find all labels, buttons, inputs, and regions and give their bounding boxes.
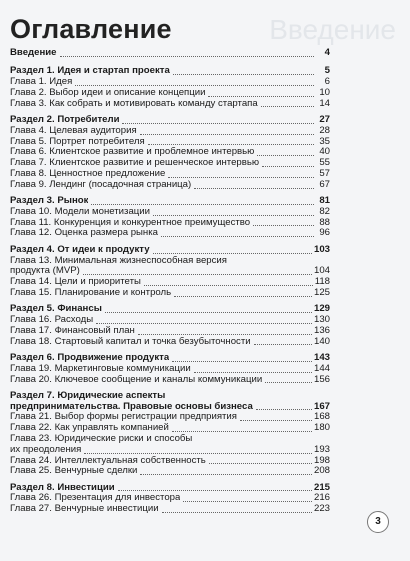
toc-section-row-label: Раздел 7. Юридические аспекты <box>10 390 166 401</box>
toc-chapter-row-page: 88 <box>319 216 330 228</box>
toc-chapter-row <box>10 88 330 99</box>
toc-chapter-row <box>10 456 330 467</box>
toc-chapter-row <box>10 337 330 348</box>
toc-chapter-row-label: Глава 20. Ключевое сообщение и каналы коммуникации <box>10 374 263 385</box>
toc-chapter-row-page: 82 <box>319 205 330 217</box>
toc-section-row-page: 215 <box>313 481 330 493</box>
toc-section-row-label: Раздел 1. Идея и стартап проекта <box>10 66 170 77</box>
dot-leader <box>105 312 312 313</box>
dot-leader <box>194 372 312 373</box>
toc-section-row <box>10 66 330 77</box>
toc-chapter-row-label: Глава 26. Презентация для инвестора <box>10 493 181 504</box>
dot-leader <box>162 512 312 513</box>
toc-chapter-row-label: Глава 4. Целевая аудитория <box>10 125 137 136</box>
toc-chapter-row <box>10 315 330 326</box>
toc-chapter-row <box>10 207 330 218</box>
toc-chapter-row <box>10 375 330 386</box>
toc-chapter-row-label: Глава 9. Лендинг (посадочная страница) <box>10 179 192 190</box>
page-number-badge: 3 <box>367 511 389 533</box>
toc-intro-label: Введение <box>10 48 57 58</box>
dot-leader <box>261 106 314 107</box>
toc-chapter-row-page: 118 <box>314 276 330 288</box>
dot-leader <box>118 490 312 491</box>
toc-chapter-row-label: Глава 8. Ценностное предложение <box>10 168 166 179</box>
toc-chapter-row-page: 136 <box>313 324 330 336</box>
toc-chapter-row-label: Глава 11. Конкуренция и конкурентное преимущество <box>10 217 251 228</box>
toc-chapter-row-page: 130 <box>313 314 330 326</box>
dot-leader <box>122 123 314 124</box>
toc-chapter-row-page: 156 <box>313 373 330 385</box>
toc-section-row <box>10 245 330 256</box>
toc-chapter-row-label: Глава 25. Венчурные сделки <box>10 466 138 477</box>
toc-chapter-row-page: 140 <box>313 335 330 347</box>
dot-leader <box>240 420 312 421</box>
toc-section-row <box>10 196 330 207</box>
dot-leader <box>96 323 312 324</box>
toc-chapter-row-label: Глава 12. Оценка размера рынка <box>10 228 158 239</box>
toc-chapter-row-page: 10 <box>319 86 330 98</box>
toc-chapter-row <box>10 466 330 477</box>
toc-section-row <box>10 483 330 494</box>
toc-chapter-row-label: Глава 21. Выбор формы регистрации предприятия <box>10 412 237 423</box>
toc-chapter-row <box>10 288 330 299</box>
dot-leader <box>153 215 314 216</box>
toc-chapter-row <box>10 218 330 229</box>
toc-chapter-row-label: Глава 24. Интеллектуальная собственность <box>10 455 206 466</box>
toc-chapter-row-label: продукта (MVP) <box>10 266 80 277</box>
dot-leader <box>153 253 312 254</box>
toc-section-row-label: Раздел 5. Финансы <box>10 304 102 315</box>
toc-chapter-row-label: Глава 3. Как собрать и мотивировать команду стартапа <box>10 98 258 109</box>
toc-section-row <box>10 115 330 126</box>
toc-chapter-row <box>10 412 330 423</box>
toc-chapter-row <box>10 158 330 169</box>
toc-chapter-row <box>10 423 330 434</box>
dot-leader <box>168 177 314 178</box>
dot-leader <box>265 382 312 383</box>
dot-leader <box>91 204 314 205</box>
toc-chapter-row-page: 144 <box>313 362 330 374</box>
dot-leader <box>60 56 315 57</box>
toc-chapter-row <box>10 266 330 277</box>
toc-chapter-row-page: 35 <box>319 135 330 147</box>
dot-leader <box>144 285 313 286</box>
dot-leader <box>173 74 314 75</box>
toc-section-row-page: 167 <box>313 400 330 412</box>
toc-chapter-row <box>10 147 330 158</box>
toc-chapter-row-label: Глава 17. Финансовый план <box>10 325 135 336</box>
dot-leader <box>140 474 312 475</box>
dot-leader <box>262 166 314 167</box>
toc-chapter-row-label: Глава 27. Венчурные инвестиции <box>10 504 159 515</box>
toc-chapter-row-page: 168 <box>313 411 330 423</box>
toc-chapter-row-label: Глава 6. Клиентское развитие и проблемное интервью <box>10 147 255 158</box>
toc-chapter-row <box>10 169 330 180</box>
toc-chapter-row-page: 193 <box>313 443 330 455</box>
toc-chapter-row-page: 40 <box>319 146 330 158</box>
toc-chapter-row-page: 96 <box>319 227 330 239</box>
dot-leader <box>253 225 314 226</box>
toc-chapter-row-page: 180 <box>313 422 330 434</box>
toc-chapter-row-page: 223 <box>313 503 330 515</box>
dot-leader <box>140 134 314 135</box>
toc-chapter-row-label: Глава 15. Планирование и контроль <box>10 287 172 298</box>
toc-section-row <box>10 304 330 315</box>
dot-leader <box>183 501 312 502</box>
toc-chapter-row <box>10 504 330 515</box>
toc-chapter-row <box>10 228 330 239</box>
table-of-contents <box>10 48 330 515</box>
toc-section-row-label: Раздел 6. Продвижение продукта <box>10 352 170 363</box>
toc-chapter-row <box>10 434 330 445</box>
toc-chapter-row-page: 6 <box>324 76 330 88</box>
toc-chapter-row-page: 14 <box>319 97 330 109</box>
toc-chapter-row <box>10 180 330 191</box>
toc-chapter-row-page: 67 <box>319 178 330 190</box>
dot-leader <box>148 144 314 145</box>
toc-chapter-row-label: Глава 18. Стартовый капитал и точка безубыточности <box>10 336 251 347</box>
toc-chapter-row-label: Глава 13. Минимальная жизнеспособная версия <box>10 255 227 266</box>
toc-section-row <box>10 402 330 413</box>
toc-section-row-label: предпринимательства. Правовые основы бизнеса <box>10 401 253 412</box>
toc-section-row-page: 81 <box>319 195 330 207</box>
dot-leader <box>83 274 312 275</box>
toc-chapter-row-page: 208 <box>313 465 330 477</box>
toc-chapter-row-label: Глава 7. Клиентское развитие и решенческое интервью <box>10 158 260 169</box>
toc-chapter-row <box>10 137 330 148</box>
dot-leader <box>172 361 312 362</box>
toc-chapter-row <box>10 326 330 337</box>
toc-chapter-row-label: Глава 5. Портрет потребителя <box>10 136 145 147</box>
dot-leader <box>208 96 314 97</box>
toc-section-row-label: Раздел 2. Потребители <box>10 114 120 125</box>
toc-section-row-page: 27 <box>319 113 330 125</box>
toc-chapter-row <box>10 77 330 88</box>
dot-leader <box>174 296 312 297</box>
toc-chapter-row-page: 216 <box>313 492 330 504</box>
dot-leader <box>254 344 312 345</box>
dot-leader <box>257 155 314 156</box>
toc-intro-page: 4 <box>324 47 330 58</box>
toc-section-row-page: 129 <box>313 303 330 315</box>
toc-intro-row <box>10 48 330 59</box>
page-title: Оглавление <box>10 14 172 44</box>
toc-chapter-row-label: Глава 22. Как управлять компанией <box>10 423 169 434</box>
dot-leader <box>84 453 312 454</box>
toc-chapter-row <box>10 126 330 137</box>
toc-chapter-row-page: 57 <box>319 167 330 179</box>
toc-chapter-row-label: Глава 19. Маркетинговые коммуникации <box>10 363 191 374</box>
background-watermark: Введение <box>269 14 396 45</box>
toc-chapter-row-page: 104 <box>313 265 330 277</box>
toc-section-row-page: 143 <box>313 351 330 363</box>
toc-chapter-row <box>10 99 330 110</box>
toc-section-row-page: 103 <box>313 243 330 255</box>
toc-chapter-row-page: 198 <box>313 454 330 466</box>
toc-chapter-row-label: Глава 2. Выбор идеи и описание концепции <box>10 87 206 98</box>
toc-section-row-label: Раздел 4. От идеи к продукту <box>10 244 150 255</box>
toc-chapter-row-label: их преодоления <box>10 444 82 455</box>
toc-chapter-row-label: Глава 10. Модели монетизации <box>10 206 150 217</box>
toc-chapter-row-page: 55 <box>319 157 330 169</box>
toc-chapter-row-label: Глава 23. Юридические риски и способы <box>10 434 193 444</box>
dot-leader <box>209 463 312 464</box>
toc-chapter-row-label: Глава 1. Идея <box>10 77 73 88</box>
toc-chapter-row-label: Глава 14. Цели и приоритеты <box>10 277 141 288</box>
toc-chapter-row <box>10 493 330 504</box>
toc-chapter-row-page: 28 <box>319 124 330 136</box>
toc-chapter-row-label: Глава 16. Расходы <box>10 315 94 326</box>
toc-section-row-label: Раздел 3. Рынок <box>10 196 89 207</box>
dot-leader <box>138 334 312 335</box>
toc-section-row <box>10 391 330 402</box>
toc-section-row-label: Раздел 8. Инвестиции <box>10 482 115 493</box>
dot-leader <box>75 85 314 86</box>
toc-chapter-row <box>10 364 330 375</box>
toc-chapter-row <box>10 256 330 267</box>
toc-chapter-row <box>10 277 330 288</box>
dot-leader <box>256 409 312 410</box>
toc-section-row-page: 5 <box>324 65 330 77</box>
toc-chapter-row <box>10 445 330 456</box>
toc-section-row <box>10 353 330 364</box>
toc-chapter-row-page: 125 <box>313 286 330 298</box>
dot-leader <box>161 236 314 237</box>
dot-leader <box>194 188 314 189</box>
dot-leader <box>172 431 312 432</box>
